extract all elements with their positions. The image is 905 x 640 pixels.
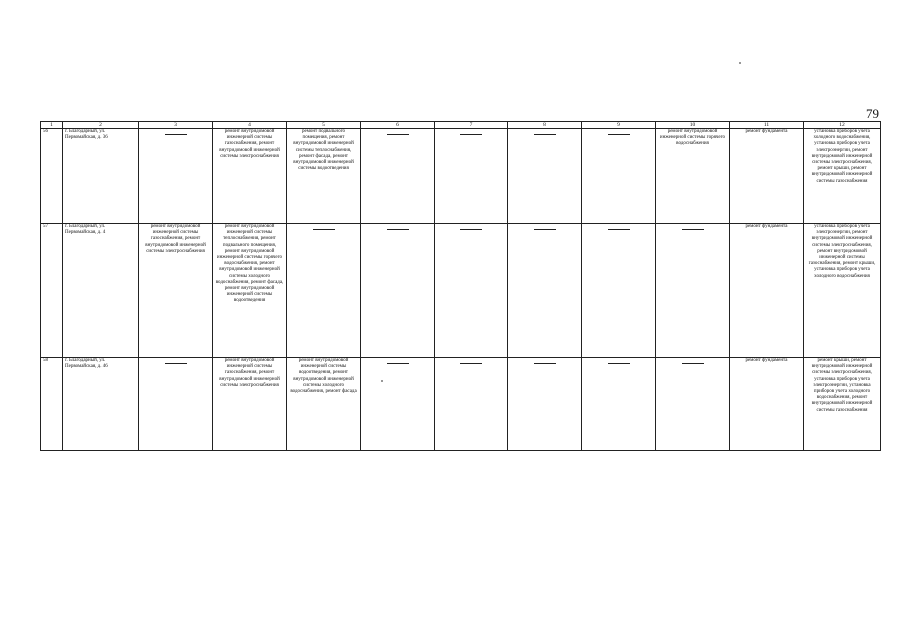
table-cell: ремонт внутридомовой инженерной системы газоснабжения, ремонт внутридомовой инженерной системы электроснабжения bbox=[139, 224, 213, 358]
table-cell: ремонт внутридомовой инженерной системы газоснабжения, ремонт внутридомовой инженерной системы электроснабжения bbox=[213, 129, 287, 224]
table-cell bbox=[139, 358, 213, 451]
address-cell: г. Благодарный, ул. Первомайская, д. 36 bbox=[63, 129, 139, 224]
table-cell bbox=[508, 224, 582, 358]
table-cell bbox=[582, 129, 656, 224]
dash-mark bbox=[534, 134, 556, 135]
table-cell: ремонт фундамента bbox=[730, 129, 804, 224]
table-cell: установка приборов учета холодного водоснабжения, установка приборов учета электроэнергии, ремонт внутридомовой инженерной системы электроснабжения, ремонт крыши, ремонт внутридомовой инженерной системы газоснабжения bbox=[804, 129, 881, 224]
table-cell bbox=[361, 224, 435, 358]
dash-mark bbox=[387, 363, 409, 364]
dash-mark bbox=[165, 363, 187, 364]
table-cell: ремонт внутридомовой инженерной системы горячего водоснабжения bbox=[656, 129, 730, 224]
table-cell bbox=[435, 358, 508, 451]
table-cell bbox=[435, 129, 508, 224]
dash-mark bbox=[534, 229, 556, 230]
dash-mark bbox=[608, 229, 630, 230]
table-cell bbox=[582, 358, 656, 451]
row-number: 57 bbox=[41, 224, 63, 358]
address-cell: г. Благодарный, ул. Первомайская, д. 4 bbox=[63, 224, 139, 358]
column-number: 5 bbox=[287, 122, 361, 129]
repair-plan-table bbox=[40, 121, 881, 451]
table-cell bbox=[656, 224, 730, 358]
table-row bbox=[41, 129, 881, 224]
dash-mark bbox=[534, 363, 556, 364]
table-row bbox=[41, 358, 881, 451]
dash-mark bbox=[682, 363, 704, 364]
column-number: 3 bbox=[139, 122, 213, 129]
table-cell: ремонт внутридомовой инженерной системы водоотведения, ремонт внутридомовой инженерной системы холодного водоснабжения, ремонт фасада bbox=[287, 358, 361, 451]
table-cell: установка приборов учета электроэнергии, ремонт внутридомовой инженерной системы электроснабжения, ремонт внутридомовой инженерной системы газоснабжения, ремонт крыши, установка приборов учета холодного водоснабжения bbox=[804, 224, 881, 358]
table-cell bbox=[656, 358, 730, 451]
column-number: 6 bbox=[361, 122, 435, 129]
scan-speck bbox=[739, 62, 741, 64]
dash-mark bbox=[460, 134, 482, 135]
table-row bbox=[41, 224, 881, 358]
dash-mark bbox=[608, 134, 630, 135]
dash-mark bbox=[313, 229, 335, 230]
table-cell: ремонт фундамента bbox=[730, 224, 804, 358]
row-number: 56 bbox=[41, 129, 63, 224]
column-number: 1 bbox=[41, 122, 63, 129]
table-cell: ремонт внутридомовой инженерной системы теплоснабжения, ремонт подвального помещения, ремонт внутридомовой инженерной системы горячего водоснабжения, ремонт внутридомовой инженерной системы холодного водоснабжения, ремонт фасада, ремонт внутридомовой инженерной системы водоотведения bbox=[213, 224, 287, 358]
dash-mark bbox=[165, 134, 187, 135]
page-number: 79 bbox=[866, 106, 879, 121]
column-number: 8 bbox=[508, 122, 582, 129]
dash-mark bbox=[682, 229, 704, 230]
column-number: 2 bbox=[63, 122, 139, 129]
table-cell bbox=[435, 224, 508, 358]
table-cell: ремонт крыши, ремонт внутридомовой инженерной системы электроснабжения, установка приборов учета электроэнергии, установка приборов учета холодного водоснабжения, ремонт внутридомовой инженерной системы газоснабжения bbox=[804, 358, 881, 451]
row-number: 58 bbox=[41, 358, 63, 451]
column-number: 12 bbox=[804, 122, 881, 129]
table-cell bbox=[508, 358, 582, 451]
table-cell bbox=[361, 358, 435, 451]
column-number: 11 bbox=[730, 122, 804, 129]
dash-mark bbox=[387, 229, 409, 230]
column-number: 9 bbox=[582, 122, 656, 129]
column-number: 7 bbox=[435, 122, 508, 129]
table-cell bbox=[139, 129, 213, 224]
table-cell: ремонт внутридомовой инженерной системы газоснабжения, ремонт внутридомовой инженерной системы электроснабжения bbox=[213, 358, 287, 451]
table-cell bbox=[361, 129, 435, 224]
column-number-row bbox=[41, 122, 881, 129]
table-cell bbox=[582, 224, 656, 358]
dash-mark bbox=[460, 229, 482, 230]
address-cell: г. Благодарный, ул. Первомайская, д. 46 bbox=[63, 358, 139, 451]
dash-mark bbox=[387, 134, 409, 135]
column-number: 10 bbox=[656, 122, 730, 129]
column-number: 4 bbox=[213, 122, 287, 129]
table-cell bbox=[508, 129, 582, 224]
table-cell: ремонт подвального помещения, ремонт внутридомовой инженерной системы теплоснабжения, ремонт фасада, ремонт внутридомовой инженерной системы водоотведения bbox=[287, 129, 361, 224]
dash-mark bbox=[608, 363, 630, 364]
table-cell bbox=[287, 224, 361, 358]
dash-mark bbox=[460, 363, 482, 364]
table-cell: ремонт фундамента bbox=[730, 358, 804, 451]
